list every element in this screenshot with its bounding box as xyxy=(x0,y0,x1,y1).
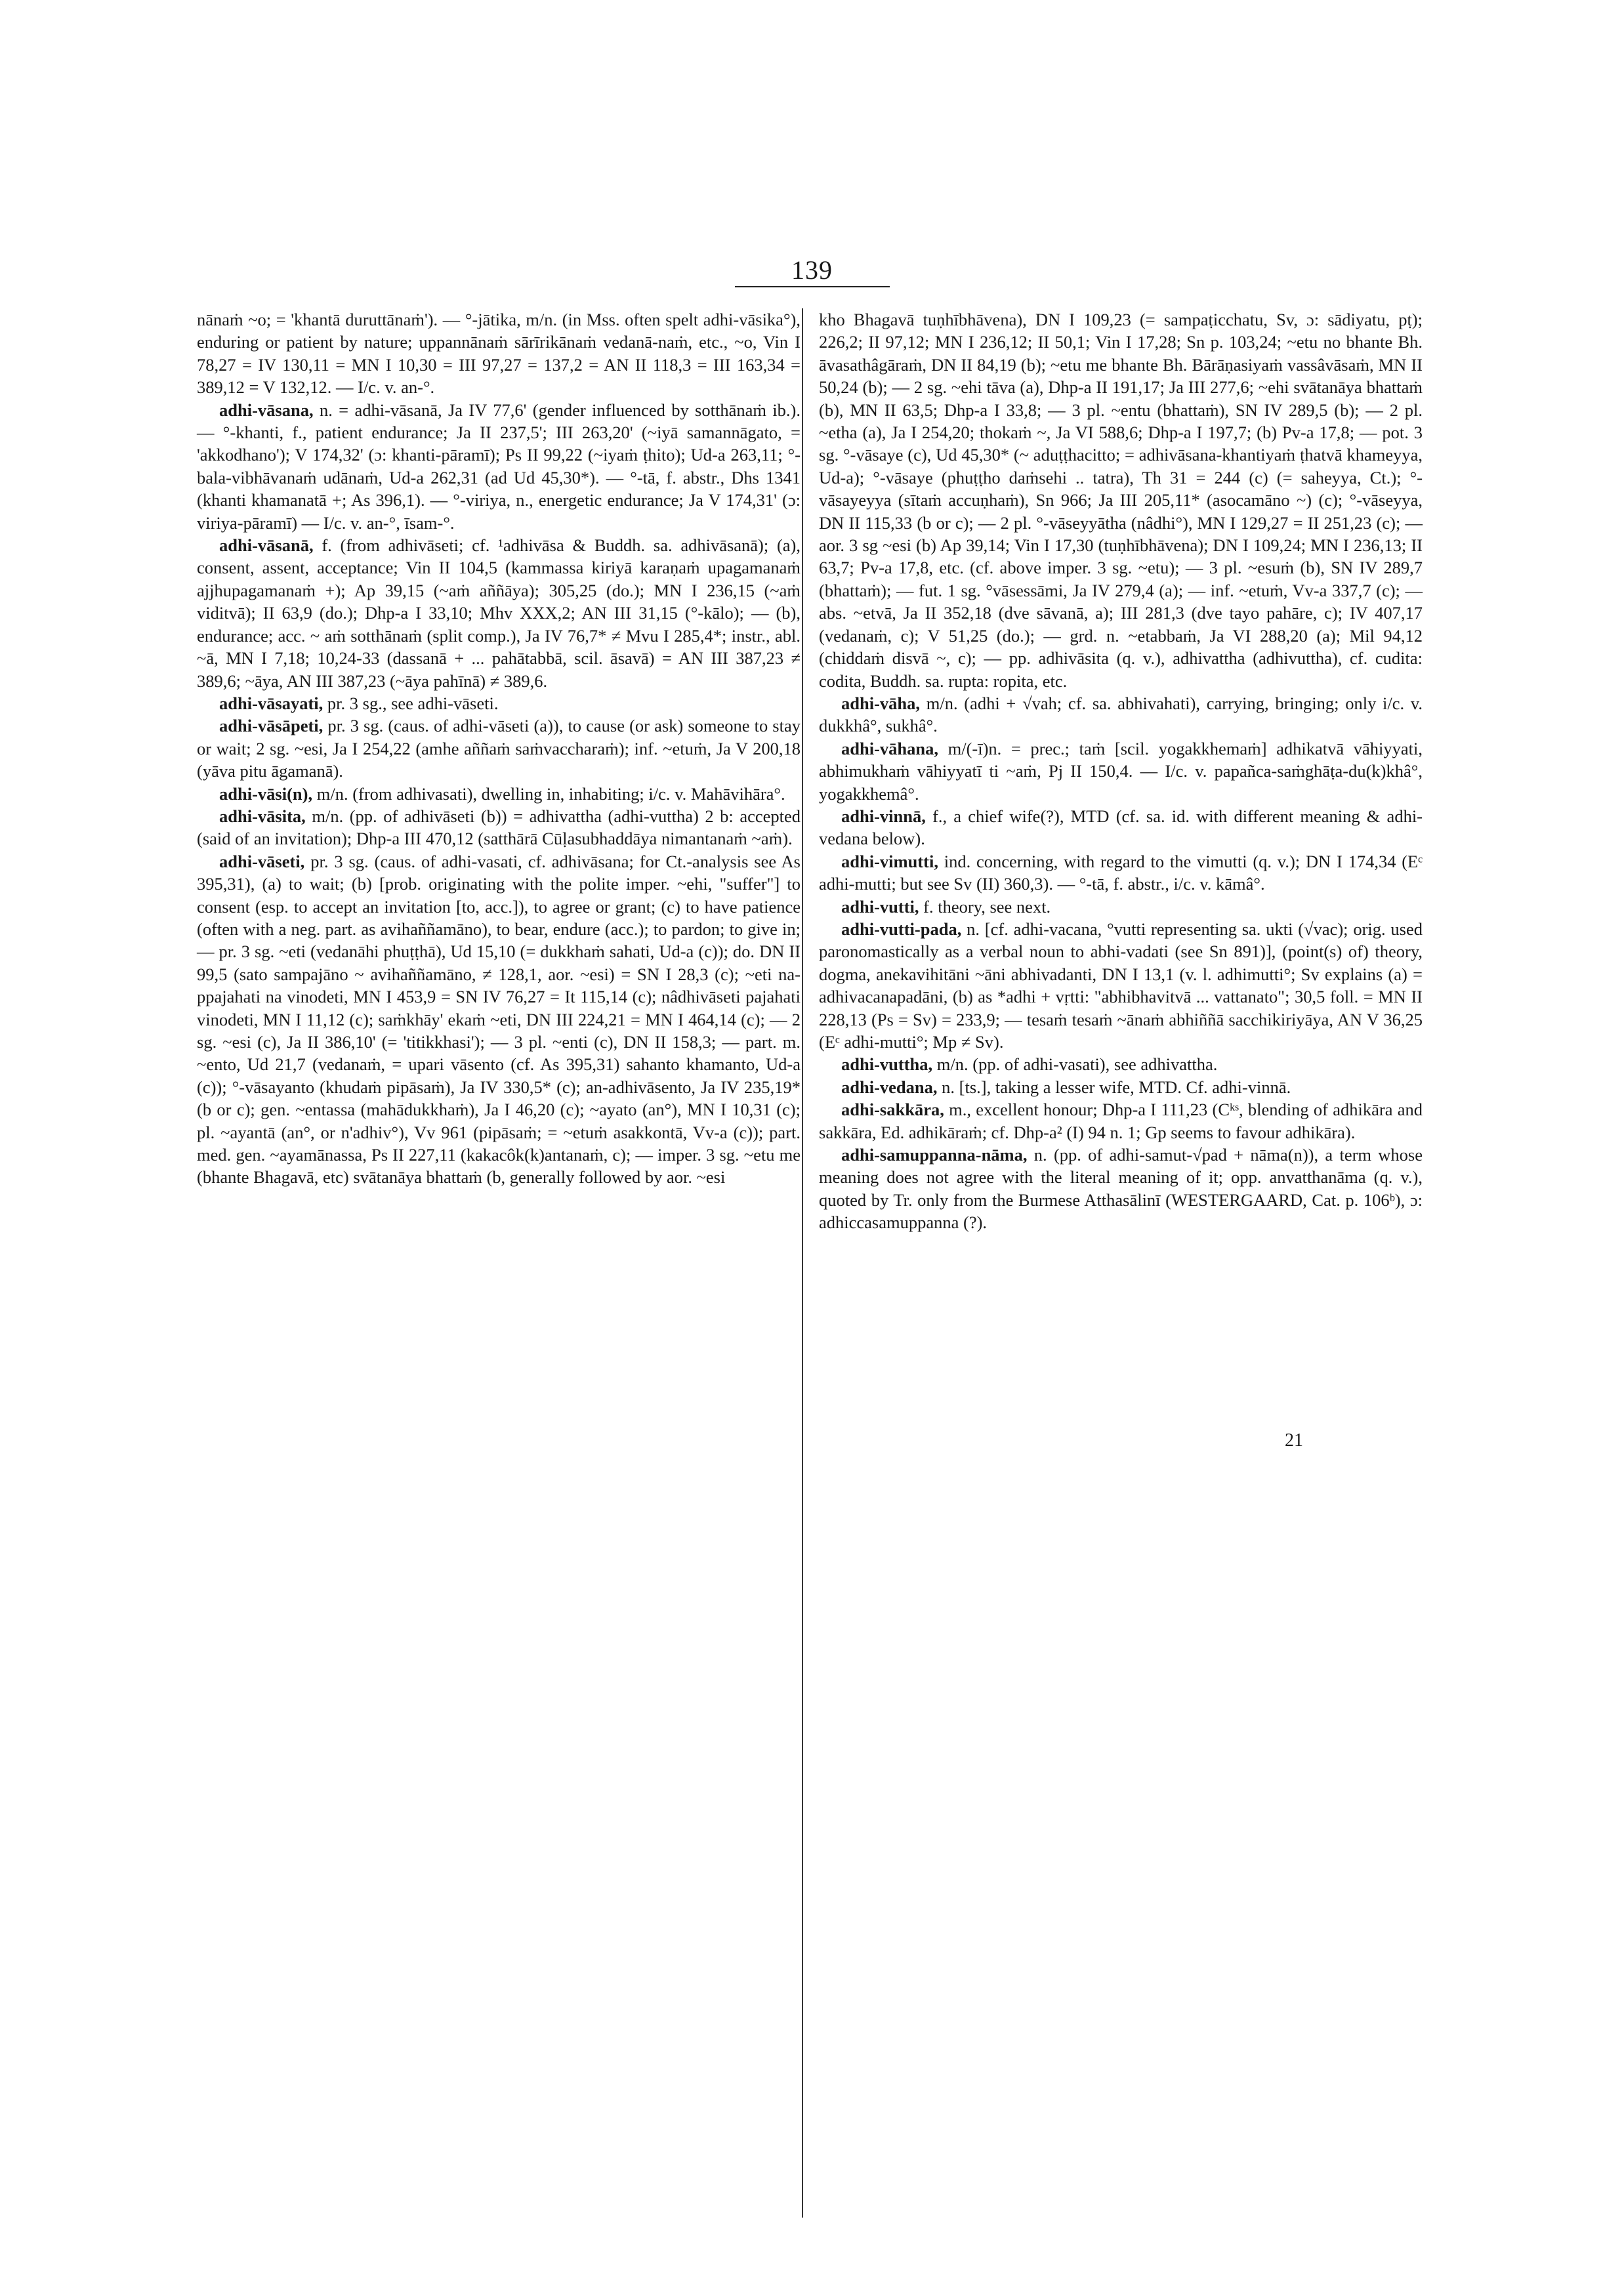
entry-headword: adhi-vinnā, xyxy=(841,806,926,826)
entry-headword: adhi-vāsi(n), xyxy=(219,783,313,804)
entry-text: n. (pp. of adhi-samut-√pad + nāma(n)), a term whose meaning does not agree with the literal meaning of it; opp. anvatthanāma (q. v.), quoted by Tr. only from the Burmese Atthasālinī (WESTERGAARD, Cat. p. 106ᵇ), ɔ: adhiccasamuppanna (?). xyxy=(819,1145,1423,1233)
entry-text: kho Bhagavā tuṇhībhāvena), DN I 109,23 (= sampaṭicchatu, Sv, ɔ: sādiyatu, pṭ); 226,2; II 97,12; MN I 236,12; II 50,1; Vin I 17,28; Sn p. 103,24; ~etu no bhante Bh. āvasathâgāraṁ, DN II 84,19 (b); ~etu me bhante Bh. Bārāṇasiyaṁ vassâvāsaṁ, MN II 50,24 (b); — 2 sg. ~ehi tāva (a), Dhp-a II 191,17; Ja III 277,6; ~ehi svātanāya bhattaṁ (b), MN II 63,5; Dhp-a I 33,8; — 3 pl. ~entu (bhattaṁ), SN IV 289,5 (b); — 2 pl. ~etha (a), Ja I 254,20; thokaṁ ~, Ja VI 588,6; Dhp-a I 197,7; (b) Pv-a 17,8; — pot. 3 sg. °-vāsaye (c), Ud 45,30* (~ aduṭṭhacitto; = adhivāsana-khantiyaṁ ṭhatvā khameyya, Ud-a); °-vāsaye (phuṭṭho daṁsehi .. tatra), Th 31 = 244 (c) (= saheyya, Ct.); °-vāsayeyya (sītaṁ accuṇhaṁ), Sn 966; Ja III 205,11* (asocamāno ~) (c); °-vāseyya, DN II 115,33 (b or c); — 2 pl. °-vāseyyātha (nâdhi°), MN I 129,27 = II 251,23 (c); — aor. 3 sg ~esi (b) Ap 39,14; Vin I 17,30 (tuṇhībhāvena); DN I 109,24; MN I 236,13; II 63,7; Pv-a 17,8, etc. (cf. above imper. 3 sg. ~etu); — 3 pl. ~esuṁ (b), SN IV 289,7 (bhattaṁ); — fut. 1 sg. °vāsessāmi, Ja IV 279,4 (a); — inf. ~etuṁ, Vv-a 337,7 (c); — abs. ~etvā, Ja II 352,18 (dve sāvanā, a); III 281,3 (dve tayo pahāre, c); IV 407,17 (vedanaṁ, c); V 51,25 (do.); — grd. n. ~etabbaṁ, Ja VI 288,20 (a); Mil 94,12 (chiddaṁ disvā ~, c); — pp. adhivāsita (q. v.), adhivattha (adhivuttha), cf. cudita: codita, Buddh. sa. rupta: ropita, etc. xyxy=(819,310,1423,691)
dictionary-entry xyxy=(819,850,1423,896)
left-column xyxy=(197,308,801,1189)
entry-text: m/n. (pp. of adhi-vasati), see adhivattha. xyxy=(936,1054,1218,1075)
dictionary-entry xyxy=(819,918,1423,1053)
dictionary-entry xyxy=(819,896,1423,918)
entry-headword: adhi-vedana, xyxy=(841,1077,938,1097)
entry-text: f. (from adhivāseti; cf. ¹adhivāsa & Buddh. sa. adhivāsanā); (a), consent, assent, acceptance; Vin II 104,5 (kammassa kiriyā karaṇaṁ upagamanaṁ ajjhupagamanaṁ +); Ap 39,15 (~aṁ aññāya); 305,25 (do.); MN I 236,15 (~aṁ viditvā); II 63,9 (do.); Dhp-a I 33,10; Mhv XXX,2; AN III 31,15 (°-kālo); — (b), endurance; acc. ~ aṁ sotthānaṁ (split comp.), Ja IV 76,7* ≠ Mvu I 285,4*; instr., abl. ~ā, MN I 7,18; 10,24-33 (dassanā + ... pahātabbā, scil. āsavā) = AN III 387,23 ≠ 389,6; ~āya, AN III 387,23 (~āya pahīnā) ≠ 389,6. xyxy=(197,535,801,691)
entry-headword: adhi-samuppanna-nāma, xyxy=(841,1145,1028,1165)
entry-headword: adhi-vāsana, xyxy=(219,400,314,420)
entry-text: f., a chief wife(?), MTD (cf. sa. id. with different meaning & adhi-vedana below). xyxy=(819,806,1423,849)
dictionary-entry xyxy=(819,737,1423,805)
entry-text: n. = adhi-vāsanā, Ja IV 77,6' (gender influenced by sotthānaṁ ib.). — °-khanti, f., patient endurance; Ja II 237,5'; III 263,20' (~iyā samannāgato, = 'akkodhano'); V 174,32' (ɔ: khanti-pāramī); Ps II 99,22 (~iyaṁ ṭhito); Ud-a 263,11; °-bala-vibhāvanaṁ udānaṁ, Ud-a 262,31 (ad Ud 45,30*). — °-tā, f. abstr., Dhs 1341 (khanti khamanatā +; As 396,1). — °-viriya, n., energetic endurance; Ja V 174,31' (ɔ: viriya-pāramī) — I/c. v. an-°, īsam-°. xyxy=(197,400,801,533)
entry-text: pr. 3 sg. (caus. of adhi-vāseti (a)), to cause (or ask) someone to stay or wait; 2 sg. ~esi, Ja I 254,22 (amhe aññaṁ saṁvaccharaṁ); inf. ~etuṁ, Ja V 200,18 (yāva pitu āgamanā). xyxy=(197,716,801,781)
entry-headword: adhi-sakkāra, xyxy=(841,1100,944,1120)
column-divider xyxy=(802,308,803,2218)
dictionary-entry xyxy=(197,783,801,805)
entry-headword: adhi-vāsanā, xyxy=(219,535,314,556)
entry-headword: adhi-vāha, xyxy=(841,693,921,713)
dictionary-entry xyxy=(197,850,801,1189)
dictionary-entry xyxy=(819,1076,1423,1098)
entry-text: m/n. (adhi + √vah; cf. sa. abhivahati), carrying, bringing; only i/c. v. dukkhâ°, sukhâ°. xyxy=(819,693,1423,736)
entry-text: pr. 3 sg., see adhi-vāseti. xyxy=(327,693,499,713)
entry-headword: adhi-vutti, xyxy=(841,896,919,917)
dictionary-entry xyxy=(819,1098,1423,1144)
entry-headword: adhi-vimutti, xyxy=(841,851,938,871)
entry-headword: adhi-vāsita, xyxy=(219,806,306,826)
dictionary-entry xyxy=(197,692,801,714)
page-number: 139 xyxy=(791,255,833,285)
dictionary-entry xyxy=(819,1144,1423,1234)
entry-headword: adhi-vāsāpeti, xyxy=(219,716,323,736)
entry-headword: adhi-vutti-pada, xyxy=(841,919,962,939)
dictionary-entry xyxy=(819,308,1423,692)
dictionary-entry xyxy=(819,805,1423,850)
entry-text: pr. 3 sg. (caus. of adhi-vasati, cf. adhivāsana; for Ct.-analysis see As 395,31), (a) to wait; (b) [prob. originating with the polite imper. ~ehi, "suffer"] to consent (esp. to accept an invitation [to, acc.]), to agree or grant; (c) to have patience (often with a neg. part. as avihaññamāno), to bear, endure (acc.); to pardon; to give in; — pr. 3 sg. ~eti (vedanāhi phuṭṭhā), Ud 15,10 (= dukkhaṁ sahati, Ud-a (c)); do. DN II 99,5 (sato sampajāno ~ avihaññamāno, ≠ 128,1, aor. ~esi) = SN I 28,3 (c); ~eti na-ppajahati na vinodeti, MN I 453,9 = SN IV 76,27 = It 115,14 (c); nâdhivāseti pajahati vinodeti, MN I 11,12 (c); saṁkhāy' ekaṁ ~eti, DN III 224,21 = MN I 464,14 (c); — 2 sg. ~esi (c), Ja II 386,10' (= 'titikkhasi'); — 3 pl. ~enti (c), DN II 158,3; — part. m. ~ento, Ud 21,7 (vedanaṁ, = upari vāsento (cf. As 395,31) sahanto khamanto, Ud-a (c)); °-vāsayanto (khudaṁ pipāsaṁ), Ja IV 330,5* (c); an-adhivāsento, Ja IV 235,19* (b or c); gen. ~entassa (mahādukkhaṁ), Ja I 46,20 (c); ~ayato (an°), MN I 10,31 (c); pl. ~ayantā (an°, or n'adhiv°), Vv 961 (pipāsaṁ; = ~etuṁ asakkontā, Vv-a (c)); part. med. gen. ~ayamānassa, Ps II 227,11 (kakacôk(k)antanaṁ, c); — imper. 3 sg. ~etu me (bhante Bhagavā, etc) svātanāya bhattaṁ (b, generally followed by aor. ~esi xyxy=(197,851,801,1188)
signature-mark: 21 xyxy=(1285,1430,1303,1451)
entry-headword: adhi-vāhana, xyxy=(841,738,939,758)
dictionary-entry xyxy=(197,714,801,782)
dictionary-entry xyxy=(197,805,801,850)
entry-text: nānaṁ ~o; = 'khantā duruttānaṁ'). — °-jātika, m/n. (in Mss. often spelt adhi-vāsika°), enduring or patient by nature; uppannānaṁ sārīrikānaṁ vedanā-naṁ, etc., ~o, Vin I 78,27 = IV 130,11 = MN I 10,30 = III 97,27 = 137,2 = AN II 118,3 = III 163,34 = 389,12 = V 132,12. — I/c. v. an-°. xyxy=(197,310,801,398)
entry-text: m/(-ī)n. = prec.; taṁ [scil. yogakkhemaṁ] adhikatvā vāhiyyati, abhimukhaṁ vāhiyyatī ti ~aṁ, Pj II 150,4. — I/c. v. papañca-saṁghāṭa-du(k)khâ°, yogakkhemâ°. xyxy=(819,738,1423,804)
page-number-rule xyxy=(735,286,890,287)
entry-text: ind. concerning, with regard to the vimutti (q. v.); DN I 174,34 (Eᶜ adhi-mutti; but see Sv (II) 360,3). — °-tā, f. abstr., i/c. v. kāmâ°. xyxy=(819,851,1423,894)
entry-text: m/n. (from adhivasati), dwelling in, inhabiting; i/c. v. Mahāvihāra°. xyxy=(316,783,785,804)
entry-text: n. [cf. adhi-vacana, °vutti representing sa. ukti (√vac); orig. used paronomastically as a verbal noun to abhi-vadati (see Sn 891)], (point(s) of) theory, dogma, anekavihitāni ~āni abhivadanti, DN I 13,1 (v. l. adhimutti°; Sv explains (a) = adhivacanapadāni, (b) as *adhi + vṛtti: "abhibhavitvā ... vattanato"; 30,5 foll. = MN II 228,13 (Ps = Sv) = 233,9; — tesaṁ tesaṁ ~ānaṁ abhiññā sacchikiriyāya, AN V 36,25 (Eᶜ adhi-mutti°; Mp ≠ Sv). xyxy=(819,919,1423,1052)
right-column xyxy=(819,308,1423,1234)
entry-headword: adhi-vuttha, xyxy=(841,1054,933,1075)
entry-headword: adhi-vāsayati, xyxy=(219,693,323,713)
entry-text: n. [ts.], taking a lesser wife, MTD. Cf. adhi-vinnā. xyxy=(942,1077,1291,1097)
dictionary-entry xyxy=(197,534,801,692)
entry-text: f. theory, see next. xyxy=(923,896,1051,917)
dictionary-entry xyxy=(197,399,801,534)
dictionary-entry xyxy=(197,308,801,399)
entry-text: m/n. (pp. of adhivāseti (b)) = adhivattha (adhi-vuttha) 2 b: accepted (said of an invitation); Dhp-a III 470,12 (satthārā Cūḷasubhaddāya nimantanaṁ ~aṁ). xyxy=(197,806,801,849)
dictionary-entry xyxy=(819,1053,1423,1075)
dictionary-entry xyxy=(819,692,1423,737)
entry-headword: adhi-vāseti, xyxy=(219,851,305,871)
entry-text: m., excellent honour; Dhp-a I 111,23 (Cᵏˢ, blending of adhikāra and sakkāra, Ed. adhikāraṁ; cf. Dhp-a² (I) 94 n. 1; Gp seems to favour adhikāra). xyxy=(819,1100,1423,1142)
